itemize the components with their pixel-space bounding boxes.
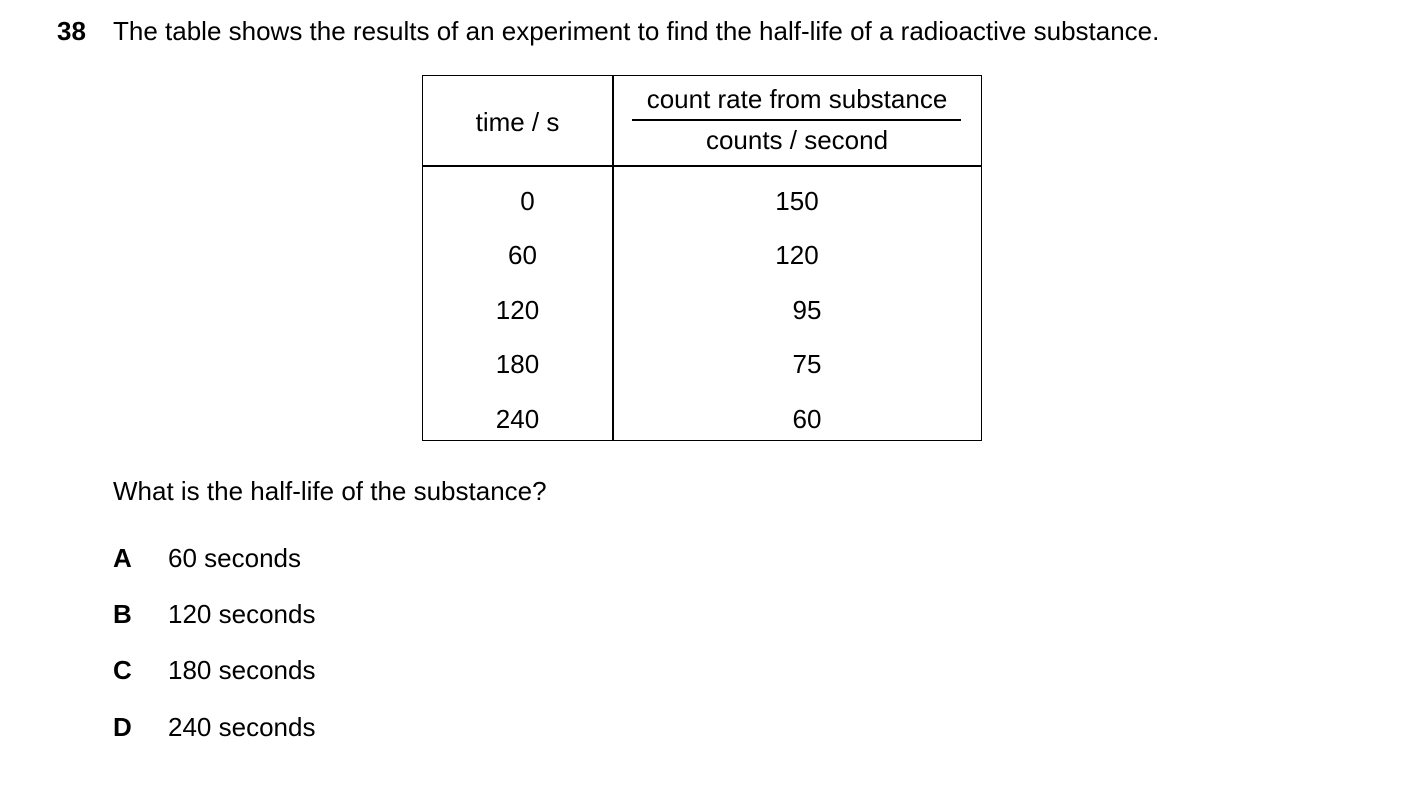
- option-letter: C: [113, 655, 132, 685]
- option-letter: D: [113, 712, 132, 742]
- option-text: 240 seconds: [168, 712, 316, 742]
- time-cell: 0: [520, 186, 535, 216]
- table-row: [423, 181, 981, 221]
- header-divider: [423, 165, 981, 167]
- time-cell: 240: [495, 404, 540, 434]
- question-prompt: What is the half-life of the substance?: [113, 476, 547, 506]
- option-text: 120 seconds: [168, 599, 316, 629]
- time-cell: 60: [508, 240, 537, 270]
- rate-cell: 120: [775, 240, 819, 270]
- option-letter: A: [113, 543, 132, 573]
- table-row: [423, 399, 981, 439]
- rate-cell: 75: [792, 349, 822, 379]
- question-number: 38: [57, 16, 86, 46]
- time-cell: 180: [495, 349, 540, 379]
- time-cell: 120: [495, 295, 540, 325]
- header-count-rate-label: count rate from substance: [646, 84, 948, 114]
- table-row: [423, 344, 981, 384]
- rate-cell: 60: [792, 404, 822, 434]
- question-stem: The table shows the results of an experiment to find the half-life of a radioactive substance.: [113, 16, 1160, 46]
- header-count-rate-unit: counts / second: [705, 125, 889, 155]
- rate-cell: 150: [775, 186, 819, 216]
- rate-cell: 95: [792, 295, 822, 325]
- header-fraction-line: [632, 119, 961, 121]
- table-row: [423, 235, 981, 275]
- option-text: 60 seconds: [168, 543, 301, 573]
- results-table: [422, 75, 982, 441]
- table-row: [423, 290, 981, 330]
- option-letter: B: [113, 599, 132, 629]
- header-count-rate: [613, 76, 981, 165]
- header-time: time / s: [475, 107, 560, 137]
- option-text: 180 seconds: [168, 655, 316, 685]
